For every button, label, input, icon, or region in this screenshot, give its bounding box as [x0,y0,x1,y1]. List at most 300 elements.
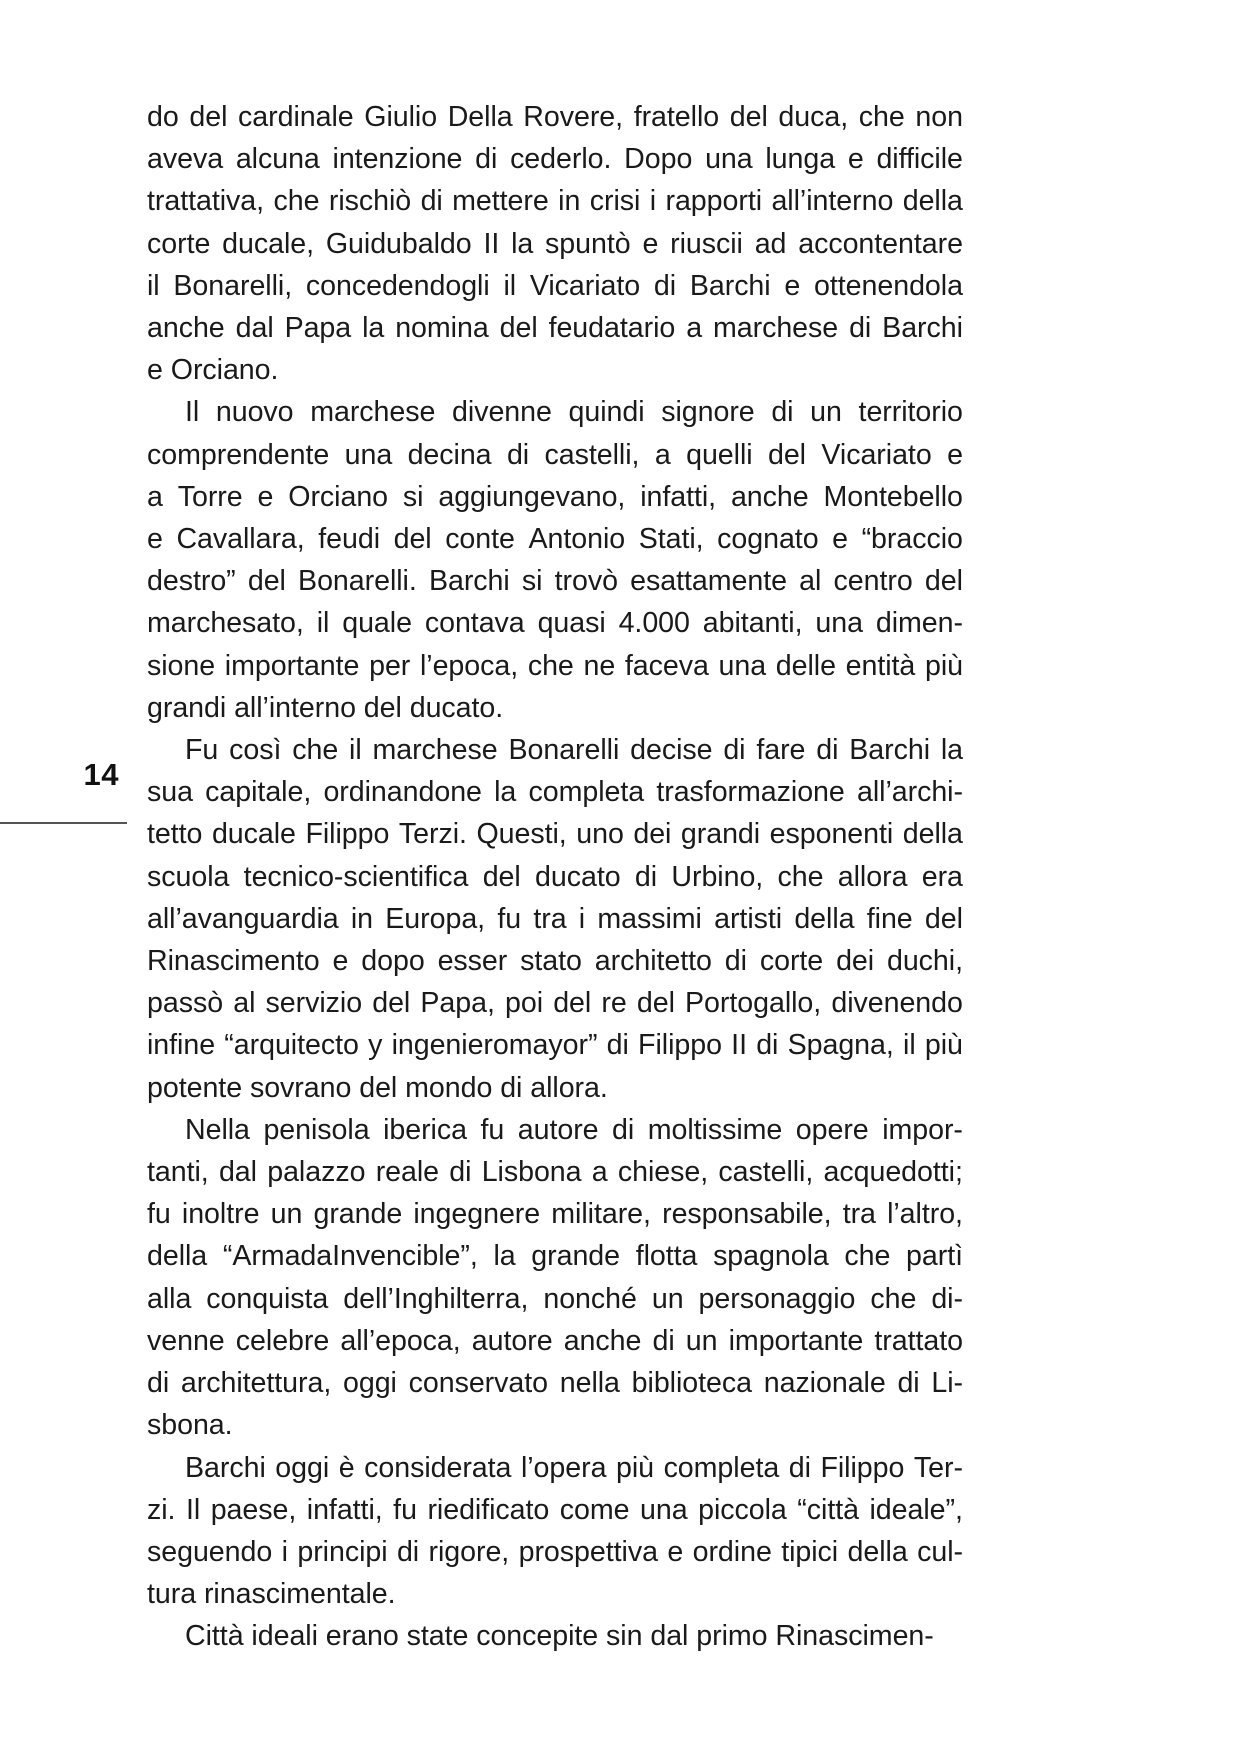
word: fu [497,902,522,935]
paragraph [147,729,963,1109]
word: conservato [408,1367,548,1400]
text-line [147,434,963,476]
word: decise [630,734,713,767]
word: tra [842,1198,876,1231]
word: comprendente [147,438,330,471]
word: intenzione [332,143,463,176]
word: conte [445,523,515,556]
word: Terzi. [398,818,467,851]
word: impor- [882,1113,963,1146]
word: a [686,312,703,345]
word: e [947,438,963,471]
word: dopo [361,945,425,978]
word: un [810,396,842,429]
word: trasformazione [656,776,845,809]
word: ne [583,649,616,682]
word: Lisbona [481,1156,582,1189]
word: crisi [589,185,641,218]
word: Questi, [476,818,567,851]
word: marchese [372,734,498,767]
word: ingegnere [413,1198,541,1231]
word: alcuna [235,143,320,176]
word: Della [447,101,513,133]
word: paese, [210,1493,297,1526]
word: marchese [712,312,839,345]
word: quasi [537,607,606,640]
word: iberica [383,1113,467,1146]
word: marchese [310,396,436,429]
text-line [147,813,963,855]
word: nonché [543,1282,637,1315]
word: partì [906,1240,963,1273]
word: più [924,649,963,682]
word: più [924,1029,963,1062]
paragraph [147,96,963,391]
word: cognato [717,523,819,556]
word: la [511,227,534,260]
word: della [847,1535,908,1568]
word: della [902,185,963,218]
word: mettere [452,185,549,218]
word: una [815,607,863,640]
word: rapporti [665,185,763,218]
word: e [642,227,659,260]
word: ideale”, [869,1493,963,1526]
word: del [499,312,538,345]
word: di [612,1113,635,1146]
word: dimen- [875,607,963,640]
word: del [729,101,768,133]
word: in [350,902,374,935]
word: divenendo [831,987,963,1020]
word: Barchi [849,734,930,767]
word: destro” [147,565,236,598]
word: Vicariato [529,269,641,302]
word: ingenieromayor” [391,1029,598,1062]
word: quindi [568,396,645,429]
word: lunga [765,143,836,176]
word: aggiungevano, [438,480,626,513]
word: la [940,734,963,767]
text-line [147,265,963,307]
word: poi [505,987,544,1020]
word: un [270,1198,303,1231]
word: dei [836,945,875,978]
word: al [799,565,822,598]
word: e [257,480,274,513]
word: Barchi [428,565,510,598]
word: concedendogli [305,269,490,302]
word: anche [147,312,225,345]
word: personaggio [698,1282,856,1315]
word: cul- [917,1535,963,1568]
word: il [503,269,517,302]
page-number: 14 [83,757,119,792]
word: Filippo [305,818,390,851]
word: Papa [284,312,352,345]
word: corte [147,227,211,260]
word: completa [663,1451,780,1484]
word: e [847,143,864,176]
word: do [147,101,179,133]
word: si [402,480,424,513]
word: di [653,269,677,302]
text-line [147,771,963,813]
text-line: tura rinascimentale. [147,1578,396,1611]
text-line [147,982,963,1024]
text-line [147,1362,963,1404]
word: duchi, [886,945,963,978]
word: aveva [147,143,224,176]
word: allora [837,860,908,893]
word: più [616,1451,655,1484]
word: in [558,185,581,218]
word: tecnico-scientifica [243,860,469,893]
word: e [147,523,163,556]
word: Il [185,1493,201,1526]
text-line [147,940,963,982]
word: come [559,1493,630,1526]
text-line [147,1531,963,1573]
word: Vicariato [821,438,932,471]
word: Papa, [420,987,495,1020]
word: che [527,649,574,682]
word: accontentare [798,227,963,260]
word: si [521,565,543,598]
word: Portogallo, [685,987,822,1020]
word: centro [833,565,913,598]
word: ottenendola [814,269,963,302]
word: al [233,987,256,1020]
word: la [493,1240,516,1273]
word: i [281,1535,288,1568]
word: quale [342,607,412,640]
word: Rovere, [523,101,624,133]
word: l’opera [520,1451,607,1484]
text-line [147,518,963,560]
word: importante [728,1324,864,1357]
word: Dopo [624,143,693,176]
word: di [816,734,839,767]
word: oggi [275,1451,330,1484]
word: l’altro, [887,1198,963,1231]
word: che [777,860,824,893]
word: anche [563,1324,642,1357]
word: stato [520,945,582,978]
word: acquedotti; [823,1156,963,1189]
word: chiese, [617,1156,709,1189]
word: non [915,101,963,133]
word: marchesato, [147,607,304,640]
word: di [756,1029,779,1062]
body-text-column [147,96,963,1658]
word: ducato [535,860,621,893]
word: contava [424,607,525,640]
word: il [316,607,330,640]
word: a [591,1156,608,1189]
word: un [651,1282,684,1315]
word: della [794,902,855,935]
word: autore [517,1113,599,1146]
word: di [475,143,498,176]
word: militare, [551,1198,651,1231]
word: del [924,902,963,935]
word: nomina [395,312,489,345]
word: infine [147,1029,216,1062]
word: inoltre [181,1198,260,1231]
word: e [832,523,848,556]
text-line [147,1278,963,1320]
word: seguendo [147,1535,273,1568]
word: dell’Inghilterra, [343,1282,529,1315]
word: Bonarelli [508,734,620,767]
word: reale [375,1156,440,1189]
word: entità [845,649,916,682]
word: all’archi- [856,776,963,809]
word: fu [147,1198,171,1231]
word: grandi [680,818,761,851]
word: prospettiva [518,1535,658,1568]
word: e [332,945,349,978]
text-line: e Orciano. [147,354,279,387]
word: del [767,438,806,471]
word: di [606,1029,629,1062]
word: una [344,438,393,471]
word: territorio [858,396,963,429]
word: “città [797,1493,859,1526]
word: una [705,143,753,176]
word: feudatario [548,312,676,345]
word: che [292,734,339,767]
text-line [147,138,963,180]
word: considerata [364,1451,512,1484]
word: passò [147,987,224,1020]
word: che [844,1240,891,1273]
word: venne [147,1324,225,1357]
word: y [368,1029,383,1062]
word: rischiò [328,185,412,218]
word: Barchi [185,1451,266,1484]
word: esattamente [630,565,787,598]
word: di [849,312,872,345]
word: trattato [874,1324,963,1357]
word: un [685,1324,718,1357]
word: i [578,902,586,935]
word: del [636,987,675,1020]
word: la [494,776,517,809]
word: all’epoca, [340,1324,461,1357]
word: Urbino, [671,860,764,893]
word: ducale, [222,227,315,260]
word: sua [147,776,193,809]
word: difficile [876,143,963,176]
word: feudi [318,523,381,556]
word: di [724,945,747,978]
word: Fu [185,734,219,767]
text-line [147,223,963,265]
word: castelli, [544,438,640,471]
folio-rule [0,822,127,824]
text-line [147,560,963,602]
word: di [396,1535,420,1568]
word: Stati, [638,523,704,556]
text-line [147,856,963,898]
word: responsabile, [662,1198,832,1231]
word: uno [576,818,624,851]
word: Bonarelli, [173,269,293,302]
word: Il [185,396,200,429]
word: infatti, [640,480,717,513]
word: Bonarelli. [298,565,417,598]
word: Filippo [638,1029,722,1062]
word: esponenti [769,818,894,851]
word: tra [533,902,567,935]
text-line: grandi all’interno del ducato. [147,691,504,724]
text-line [147,1024,963,1066]
word: signore [661,396,755,429]
word: per [369,649,411,682]
word: di [147,1367,170,1400]
word: a [147,480,163,513]
word: Torre [177,480,243,513]
word: Cavallara, [176,523,305,556]
word: infatti, [306,1493,383,1526]
word: dal [218,1156,257,1189]
word: è [338,1451,355,1484]
word: importante [224,649,360,682]
word: all’avanguardia [147,902,339,935]
word: trattativa, [147,185,265,218]
word: piccola [698,1493,787,1526]
word: moltissime [647,1113,783,1146]
word: II [731,1029,747,1062]
word: servizio [265,987,363,1020]
word: Li- [931,1367,963,1400]
word: Orciano [288,480,389,513]
word: fu [393,1493,417,1526]
word: sione [147,649,216,682]
folio-block [0,757,127,824]
word: ordinandone [323,776,482,809]
paragraph [147,391,963,729]
word: Filippo [820,1451,905,1484]
word: della [902,818,963,851]
word: fratello [633,101,720,133]
word: 4.000 [618,607,690,640]
word: architetto [594,945,712,978]
word: corte [759,945,824,978]
word: oggi [343,1367,397,1400]
word: all’interno [771,185,894,218]
word: dei [633,818,672,851]
text-line [147,1320,963,1362]
word: massimi [597,902,702,935]
word: biblioteca [631,1367,752,1400]
word: nazionale [763,1367,886,1400]
word: il [147,269,160,302]
word: una [718,649,767,682]
word: del [393,523,432,556]
word: ad [754,227,787,260]
text-line: Città ideali erano state concepite sin dal primo Rinascimen- [185,1620,934,1653]
word: di [788,1451,811,1484]
word: di [420,185,443,218]
word: alla [147,1282,192,1315]
word: e [667,1535,684,1568]
word: architettura, [180,1367,332,1400]
word: decina [407,438,492,471]
word: faceva [624,649,709,682]
word: di [449,1156,472,1189]
word: flotta [635,1240,698,1273]
word: “ArmadaInvencible”, [222,1240,478,1273]
word: spuntò [545,227,631,260]
word: della [147,1240,208,1273]
word: l’epoca, [419,649,519,682]
word: fare [756,734,806,767]
word: era [921,860,963,893]
word: di [506,438,530,471]
word: che [870,1282,917,1315]
word: di [897,1367,920,1400]
word: Spagna, [787,1029,894,1062]
word: riedificato [427,1493,550,1526]
word: grande [531,1240,621,1273]
word: autore [471,1324,553,1357]
word: del [553,987,592,1020]
word: di [771,396,794,429]
word: ducale [211,818,296,851]
word: grande [313,1198,403,1231]
text-line [147,1151,963,1193]
word: nuovo [215,396,294,429]
text-line [147,729,963,771]
word: capitale, [205,776,312,809]
word: del [372,987,411,1020]
word: “braccio [861,523,963,556]
word: duca, [778,101,849,133]
text-line [147,391,963,433]
text-line [147,898,963,940]
word: di- [931,1282,963,1315]
text-line [147,602,963,644]
paragraph [147,1109,963,1447]
text-line [147,645,963,687]
word: trovò [554,565,618,598]
word: tanti, [147,1156,209,1189]
word: Montebello [823,480,963,513]
word: fine [866,902,913,935]
word: opere [795,1113,869,1146]
word: una [640,1493,688,1526]
text-line: potente sovrano del mondo di allora. [147,1071,608,1104]
text-line [147,1489,963,1531]
word: di [723,734,746,767]
word: scuola [147,860,230,893]
word: tetto [147,818,203,851]
word: i [649,185,657,218]
word: artisti [714,902,783,935]
text-line: sbona. [147,1409,233,1442]
word: principi [297,1535,388,1568]
word: tipici [781,1535,839,1568]
word: Ter- [913,1451,963,1484]
word: la [362,312,385,345]
word: cederlo. [510,143,612,176]
word: Barchi [689,269,771,302]
word: conquista [206,1282,329,1315]
word: così [229,734,282,767]
